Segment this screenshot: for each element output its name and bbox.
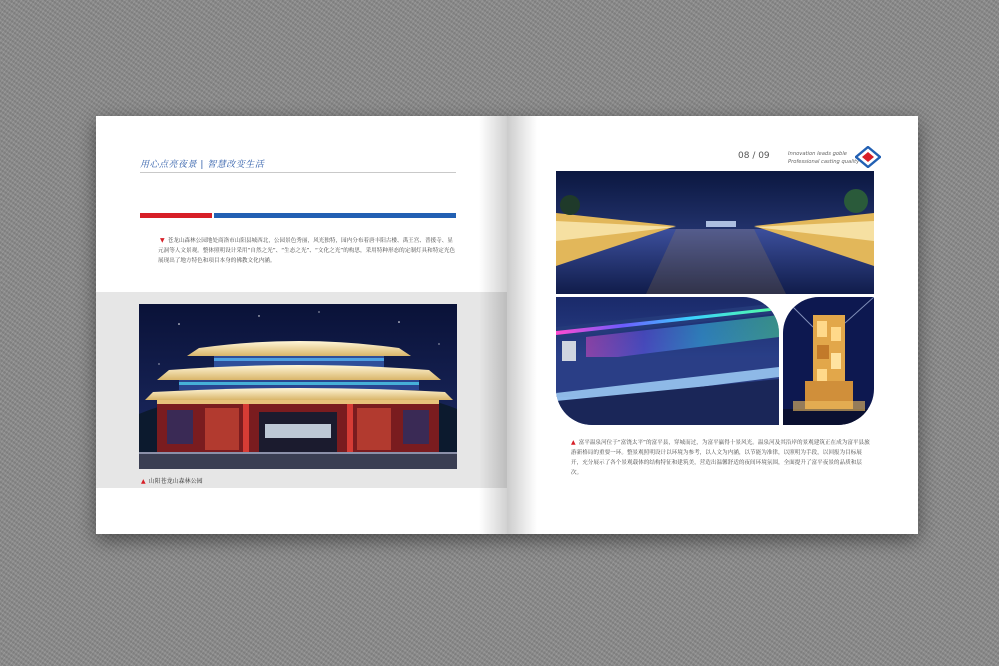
blue-accent-bar: [214, 213, 456, 218]
red-triangle-icon: ▲: [141, 478, 146, 485]
red-accent-bar: [140, 213, 212, 218]
photo-caption: [141, 476, 203, 485]
company-logo-icon: [855, 146, 881, 168]
left-page: [96, 116, 507, 534]
tagline-en-1: Innovation leads goble: [788, 151, 847, 157]
red-triangle-icon: ▲: [571, 439, 576, 446]
red-triangle-icon: ▼: [160, 237, 165, 244]
tower-night-photo: [783, 297, 874, 425]
brochure-spread: [96, 116, 918, 534]
intro-text: 苍龙山森林公园地处商洛市山阳县城西北，公园景色秀丽，风光独特，园内分布着唐丰阳古楼、禹王宫、普援寺、显元洞等人文景观。整体照明设计采用“自然之光”、“生态之光”、“文化之光”的构思，采用特种形态的定制灯具和特定光色展现出了地方特色和项目本身的佛教文化内涵。: [158, 238, 456, 264]
body-text: 富平温泉河位于“富饶太平”的富平县，穿城而过，为富平赢得十景风光。温泉河及其沿岸的景观建筑正在成为富平县旅游新格局的重要一环。整景观照明设计以环境为参考，以人文为内涵，以节能为准律，以照明为手段，以回报为目标展开，充分展示了各个景观载体的结构特征和建筑美，营造出温馨舒适的夜间环境氛围，全面提升了富平夜景的品质和层次。: [571, 440, 870, 476]
photo-caption-text: 山阳苍龙山森林公园: [148, 478, 203, 485]
intro-paragraph: [158, 236, 458, 266]
slogan-divider: [140, 172, 456, 173]
right-page: [507, 116, 918, 534]
river-night-photo: [556, 171, 874, 294]
temple-night-photo: [139, 304, 457, 469]
body-paragraph: [571, 438, 871, 478]
page-number: 08 / 09: [738, 151, 770, 161]
tagline-en-2: Professional casting quality: [788, 159, 860, 165]
bridge-night-photo: [556, 297, 779, 425]
slogan: 用心点亮夜景 | 智慧改变生活: [140, 160, 265, 170]
